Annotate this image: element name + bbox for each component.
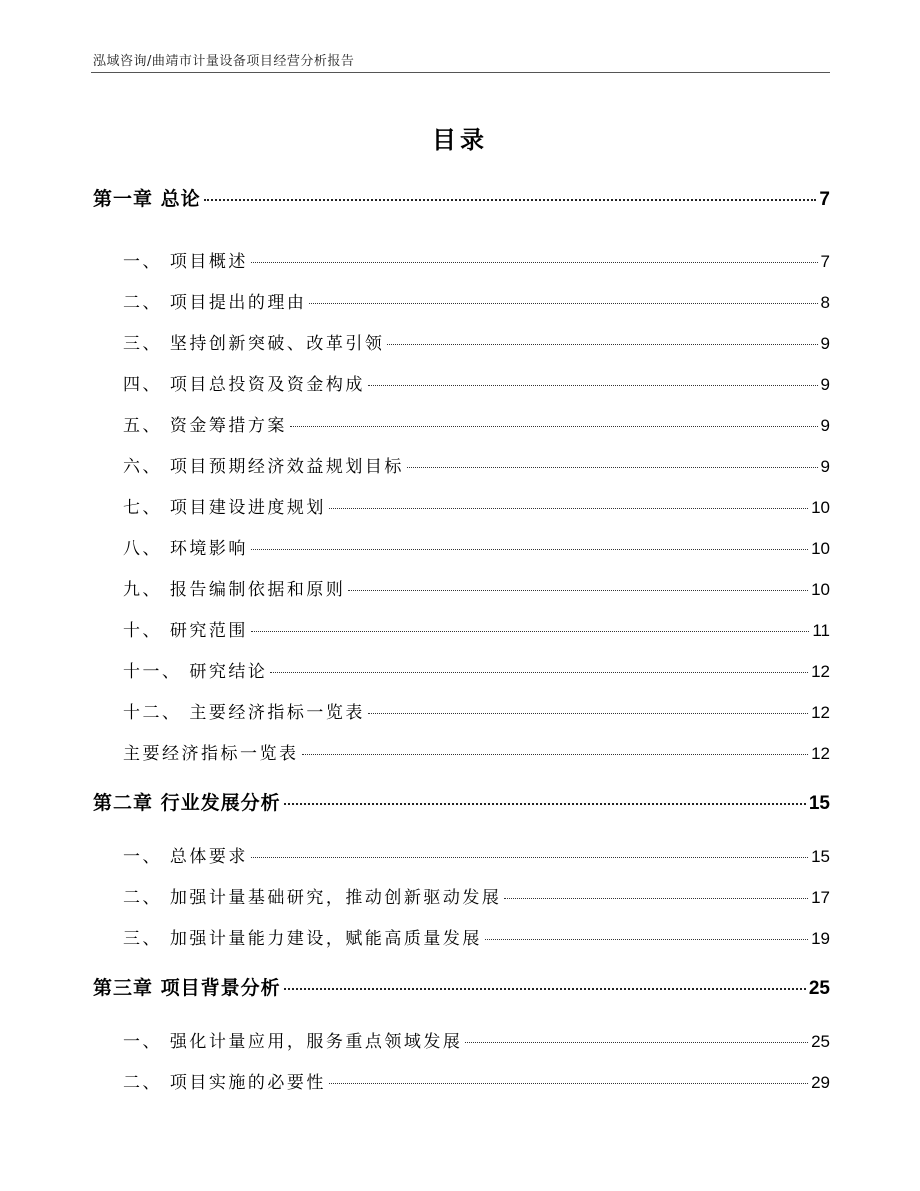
- toc-leader: [284, 803, 806, 805]
- toc-leader: [368, 713, 808, 714]
- toc-page-number: 12: [811, 662, 830, 681]
- toc-section-1-6[interactable]: [93, 452, 830, 477]
- toc-leader: [368, 385, 818, 386]
- toc-entry-label: 二、 项目提出的理由: [123, 293, 307, 313]
- toc-leader: [251, 631, 809, 632]
- page-title: 目录: [432, 126, 488, 154]
- toc-entry-label: 四、 项目总投资及资金构成: [123, 375, 365, 395]
- toc-entry-label: 主要经济指标一览表: [123, 744, 299, 764]
- toc-page-number: 15: [808, 793, 830, 814]
- toc-entry-label: 一、 强化计量应用，服务重点领域发展: [123, 1032, 463, 1052]
- toc-entry-label: 十、 研究范围: [123, 621, 248, 641]
- toc-leader: [251, 549, 808, 550]
- toc-section-1-12[interactable]: [93, 698, 830, 723]
- toc-section-2-3[interactable]: [93, 924, 830, 949]
- toc-leader: [485, 939, 808, 940]
- toc-page-number: 19: [811, 929, 830, 948]
- toc-entry-label: 九、 报告编制依据和原则: [123, 580, 346, 600]
- toc-page-number: 9: [820, 334, 830, 353]
- toc-leader: [270, 672, 808, 673]
- toc-page-number: 12: [811, 703, 830, 722]
- toc-page-number: 10: [811, 580, 830, 599]
- toc-section-3-2[interactable]: [93, 1068, 830, 1093]
- toc-page-number: 7: [819, 189, 830, 210]
- toc-leader: [302, 754, 809, 755]
- toc-chapter-1[interactable]: [93, 184, 830, 211]
- toc-page-number: 17: [811, 888, 830, 907]
- toc-page-number: 8: [820, 293, 830, 312]
- toc-page-number: 11: [812, 621, 830, 640]
- toc-entry-label: 第三章 项目背景分析: [93, 977, 281, 999]
- toc-leader: [329, 1083, 808, 1084]
- toc-page-number: 12: [811, 744, 830, 763]
- toc-page-number: 7: [820, 252, 830, 271]
- toc-section-1-10[interactable]: [93, 616, 830, 641]
- toc-leader: [204, 199, 817, 201]
- toc-page-number: 9: [820, 457, 830, 476]
- toc-leader: [407, 467, 818, 468]
- toc-leader: [251, 857, 808, 858]
- toc-entry-label: 一、 总体要求: [123, 847, 248, 867]
- toc-entry-label: 一、 项目概述: [123, 252, 248, 272]
- toc-page-number: 10: [811, 539, 830, 558]
- toc-page-number: 15: [811, 847, 830, 866]
- toc-section-1-table[interactable]: [93, 739, 830, 764]
- toc-entry-label: 三、 坚持创新突破、改革引领: [123, 334, 385, 354]
- toc-entry-label: 三、 加强计量能力建设，赋能高质量发展: [123, 929, 482, 949]
- toc-page-number: 25: [808, 978, 830, 999]
- toc-entry-label: 六、 项目预期经济效益规划目标: [123, 457, 404, 477]
- header-divider: [91, 72, 830, 73]
- page-header: 泓域咨询/曲靖市计量设备项目经营分析报告: [93, 54, 355, 69]
- toc-entry-label: 二、 加强计量基础研究，推动创新驱动发展: [123, 888, 502, 908]
- toc-entry-label: 十一、 研究结论: [123, 662, 268, 682]
- toc-section-2-2[interactable]: [93, 883, 830, 908]
- toc-leader: [309, 303, 817, 304]
- toc-section-1-4[interactable]: [93, 370, 830, 395]
- toc-entry-label: 第二章 行业发展分析: [93, 792, 281, 814]
- toc-entry-label: 第一章 总论: [93, 188, 201, 210]
- toc-page-number: 29: [811, 1073, 830, 1092]
- toc-section-1-7[interactable]: [93, 493, 830, 518]
- toc-entry-label: 八、 环境影响: [123, 539, 248, 559]
- toc-section-1-3[interactable]: [93, 329, 830, 354]
- toc-page-number: 10: [811, 498, 830, 517]
- toc-page-number: 9: [820, 416, 830, 435]
- toc-section-1-2[interactable]: [93, 288, 830, 313]
- toc-page-number: 9: [820, 375, 830, 394]
- toc-entry-label: 五、 资金筹措方案: [123, 416, 287, 436]
- toc-leader: [251, 262, 818, 263]
- toc-leader: [465, 1042, 808, 1043]
- toc-section-1-1[interactable]: [93, 247, 830, 272]
- toc-section-1-5[interactable]: [93, 411, 830, 436]
- toc-chapter-3[interactable]: [93, 973, 830, 1000]
- toc-section-1-11[interactable]: [93, 657, 830, 682]
- toc-entry-label: 十二、 主要经济指标一览表: [123, 703, 365, 723]
- toc-entry-label: 七、 项目建设进度规划: [123, 498, 326, 518]
- toc-section-2-1[interactable]: [93, 842, 830, 867]
- toc-chapter-2[interactable]: [93, 788, 830, 815]
- toc-leader: [387, 344, 817, 345]
- toc-leader: [329, 508, 808, 509]
- toc-leader: [284, 988, 806, 990]
- toc-leader: [290, 426, 818, 427]
- toc-leader: [504, 898, 808, 899]
- toc-entry-label: 二、 项目实施的必要性: [123, 1073, 326, 1093]
- toc-section-1-9[interactable]: [93, 575, 830, 600]
- toc-leader: [348, 590, 808, 591]
- toc-section-1-8[interactable]: [93, 534, 830, 559]
- toc-page-number: 25: [811, 1032, 830, 1051]
- toc-section-3-1[interactable]: [93, 1027, 830, 1052]
